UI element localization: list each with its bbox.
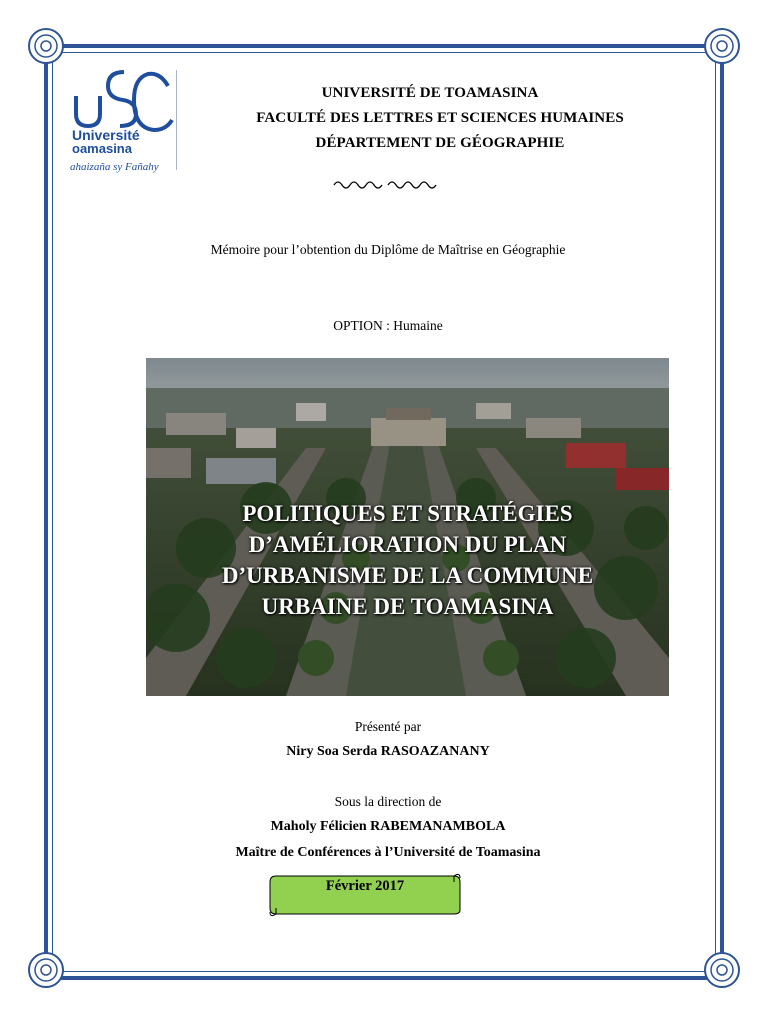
corner-ornament-icon bbox=[702, 26, 742, 66]
cover-photo bbox=[146, 358, 669, 696]
supervisor-title: Maître de Conférences à l’Université de Toamasina bbox=[235, 845, 541, 860]
submission-date: Février 2017 bbox=[325, 878, 405, 894]
logo-name-line1: Université bbox=[72, 127, 140, 143]
department-name: DÉPARTEMENT DE GÉOGRAPHIE bbox=[315, 135, 565, 151]
logo-name-line2: oamasina bbox=[72, 141, 132, 156]
author-name: Niry Soa Serda RASOAZANANY bbox=[286, 744, 490, 759]
university-logo bbox=[68, 66, 178, 176]
university-name: UNIVERSITÉ DE TOAMASINA bbox=[321, 85, 539, 101]
ornament-divider-icon bbox=[330, 178, 440, 192]
thesis-title-line: D’URBANISME DE LA COMMUNE bbox=[221, 563, 594, 588]
corner-ornament-icon bbox=[26, 26, 66, 66]
corner-ornament-icon bbox=[26, 950, 66, 990]
logo-divider bbox=[176, 70, 177, 170]
logo-motto: ahaizaña sy Fañahy bbox=[70, 161, 159, 173]
faculty-name: FACULTÉ DES LETTRES ET SCIENCES HUMAINES bbox=[256, 110, 624, 126]
direction-label: Sous la direction de bbox=[334, 794, 442, 809]
memoire-statement: Mémoire pour l’obtention du Diplôme de Maîtrise en Géographie bbox=[210, 242, 566, 257]
thesis-title-line: D’AMÉLIORATION DU PLAN bbox=[248, 532, 567, 557]
supervisor-name: Maholy Félicien RABEMANAMBOLA bbox=[270, 819, 506, 834]
corner-ornament-icon bbox=[702, 950, 742, 990]
option-line: OPTION : Humaine bbox=[333, 318, 443, 333]
thesis-title bbox=[146, 498, 669, 622]
presented-by-label: Présenté par bbox=[354, 719, 422, 734]
thesis-title-line: URBAINE DE TOAMASINA bbox=[261, 594, 554, 619]
thesis-title-line: POLITIQUES ET STRATÉGIES bbox=[242, 501, 573, 526]
